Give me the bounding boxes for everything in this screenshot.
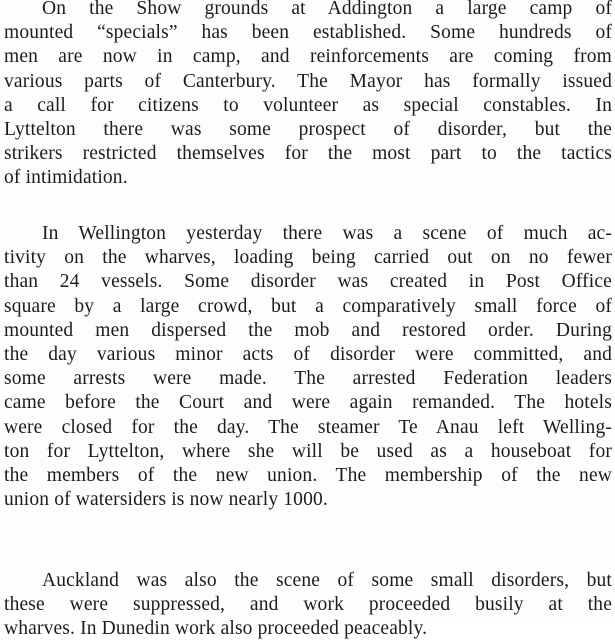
text-line: strikers restricted themselves for the most part to the tactics <box>4 143 612 165</box>
text-line: the members of the new union. The membership of the new <box>4 464 612 486</box>
text-line: some arrests were made. The arrested Federation leaders <box>4 368 612 390</box>
paragraph-wellington <box>4 222 612 512</box>
text-line: came before the Court and were again remanded. The hotels <box>4 392 612 414</box>
text-line: In Wellington yesterday there was a scene of much ac- <box>42 223 612 244</box>
paragraph-addington <box>4 0 612 191</box>
text-line: men are now in camp, and reinforcements are coming from <box>4 46 612 68</box>
text-line: mounted “specials” has been established. Some hundreds of <box>4 22 612 44</box>
paragraph-auckland-dunedin <box>4 569 612 642</box>
text-line: than 24 vessels. Some disorder was created in Post Office <box>4 271 612 293</box>
text-line: square by a large crowd, but a comparatively small force of <box>4 295 612 317</box>
text-line: wharves. In Dunedin work also proceeded peaceably. <box>4 618 428 640</box>
text-line: mounted men dispersed the mob and restored order. During <box>4 319 612 341</box>
text-line: various parts of Canterbury. The Mayor has formally issued <box>4 70 612 92</box>
text-line: On the Show grounds at Addington a large camp of <box>42 0 612 19</box>
text-line: these were suppressed, and work proceeded busily at the <box>4 594 612 616</box>
text-line: a call for citizens to volunteer as special constables. In <box>4 94 612 116</box>
text-line: tivity on the wharves, loading being carried out on no fewer <box>4 247 612 269</box>
text-line: the day various minor acts of disorder were committed, and <box>4 343 612 365</box>
text-line: of intimidation. <box>4 167 128 189</box>
text-line: were closed for the day. The steamer Te Anau left Welling- <box>4 416 612 438</box>
text-line: ton for Lyttelton, where she will be used as a houseboat for <box>4 440 612 462</box>
text-line: Auckland was also the scene of some small disorders, but <box>42 570 612 591</box>
text-line: union of watersiders is now nearly 1000. <box>4 489 328 511</box>
text-line: Lyttelton there was some prospect of disorder, but the <box>4 118 612 140</box>
